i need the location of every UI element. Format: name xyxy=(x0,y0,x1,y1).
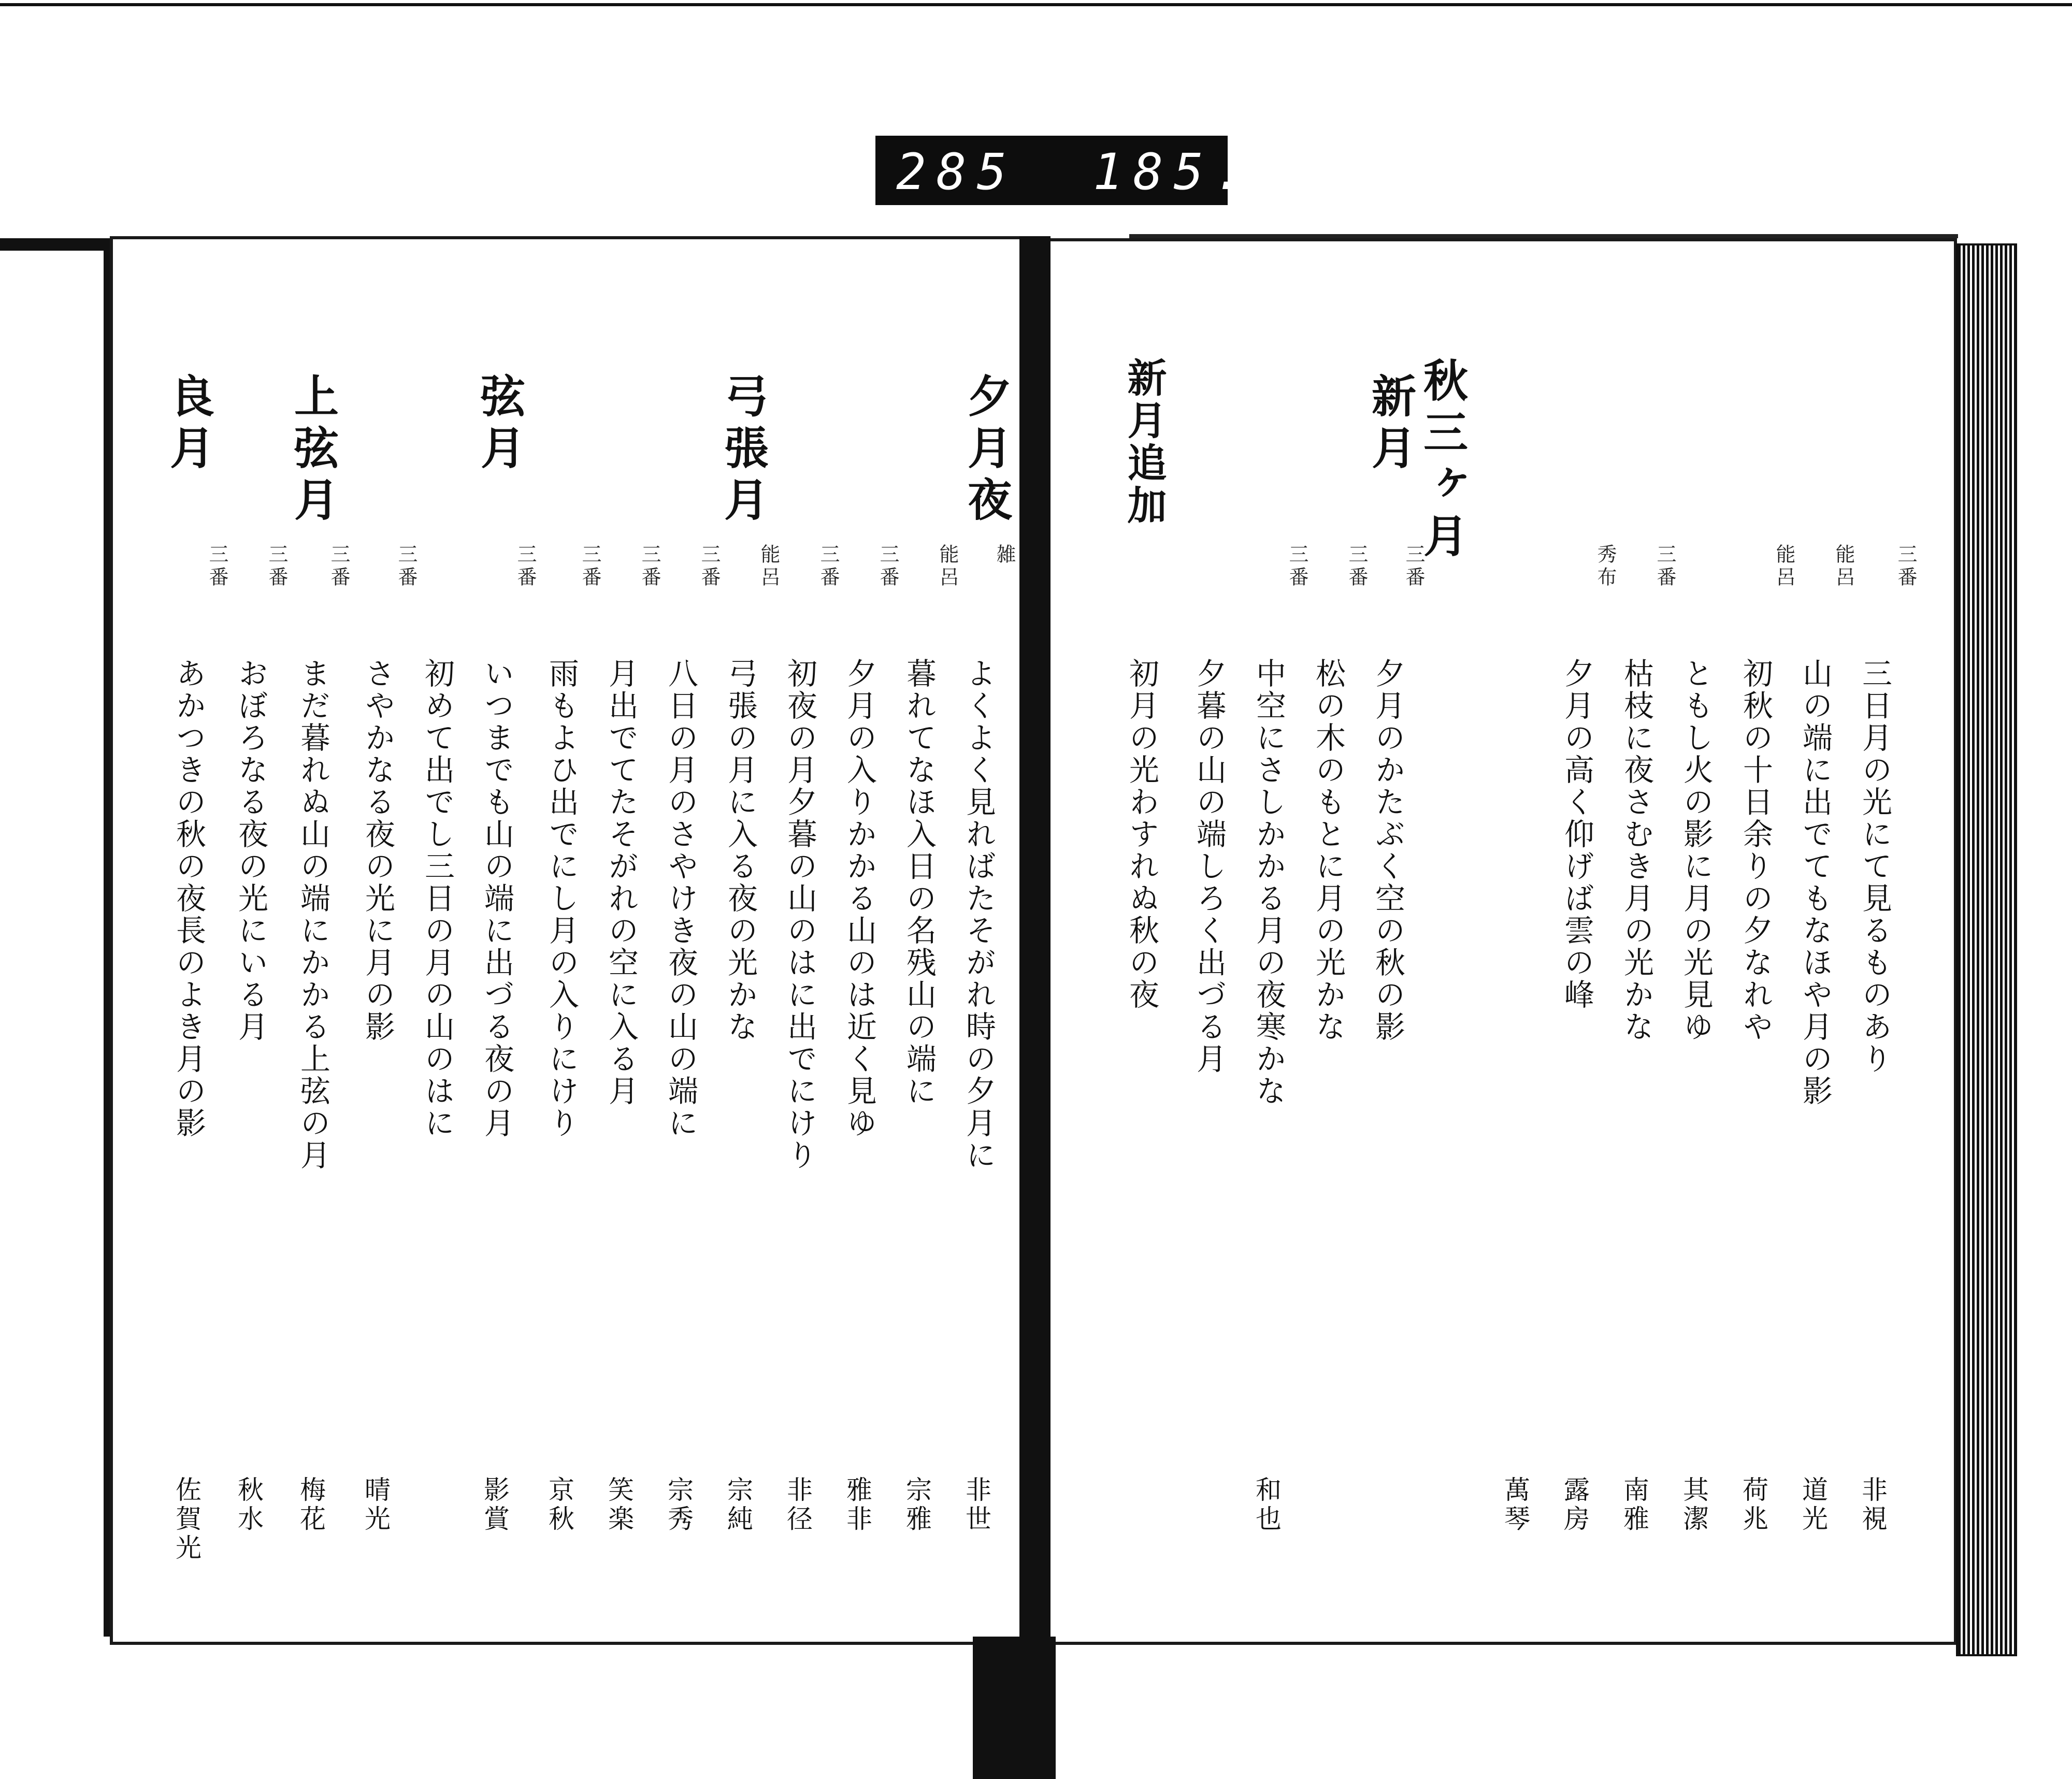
verse: 暮れてなほ入日の名残山の端に xyxy=(901,658,937,1107)
verse: いつまでも山の端に出づる夜の月 xyxy=(479,658,514,1139)
verse-author: 晴光 xyxy=(361,1476,391,1534)
verse: 山の端に出でてもなほや月の影 xyxy=(1797,658,1833,1107)
verse: 雨もよひ出でにし月の入りにけり xyxy=(544,658,579,1139)
verse-note: 三番 xyxy=(265,544,288,589)
verse: 初月の光わすれぬ秋の夜 xyxy=(1124,658,1159,1011)
verse-note: 三番 xyxy=(395,544,418,589)
heading-ryogetsu: 良月 xyxy=(162,373,214,476)
verse-author: 非世 xyxy=(961,1476,991,1534)
verse-note: 三番 xyxy=(698,544,721,589)
verse-author: 影賞 xyxy=(480,1476,510,1534)
verse-note: 三番 xyxy=(327,544,350,589)
verse-author: 荷兆 xyxy=(1738,1476,1768,1534)
frame-number-left: 285 xyxy=(896,143,1017,201)
verse-note: 能呂 xyxy=(757,544,780,589)
verse: 月出でてたそがれの空に入る月 xyxy=(603,658,639,1107)
verse: 夕月の入りかかる山のは近く見ゆ xyxy=(842,658,877,1139)
heading-gengetsu: 弦月 xyxy=(473,373,525,476)
verse: 初秋の十日余りの夕なれや xyxy=(1738,658,1773,1043)
verse: ともし火の影に月の光見ゆ xyxy=(1678,658,1714,1043)
verse-note: 能呂 xyxy=(1832,544,1855,589)
heading-shingetsu-2: 新月追加 xyxy=(1121,357,1167,527)
heading-shingetsu: 新月 xyxy=(1364,373,1416,476)
section-title: 秋三ヶ月 xyxy=(1416,357,1468,565)
verse-author: 非視 xyxy=(1858,1476,1888,1534)
heading-yumihari: 弓張月 xyxy=(716,373,769,528)
book-gutter-base xyxy=(973,1637,1056,1779)
verse: 夕暮の山の端しろく出づる月 xyxy=(1191,658,1227,1075)
page-edges-stack xyxy=(1956,243,2017,1656)
verse: さやかなる夜の光に月の影 xyxy=(360,658,395,1043)
verse-note: 三番 xyxy=(514,544,537,589)
verse-author: 雅非 xyxy=(842,1476,872,1534)
verse-note: 三番 xyxy=(579,544,601,589)
verse-author: 京秋 xyxy=(544,1476,574,1534)
verse-author: 笑楽 xyxy=(604,1476,634,1534)
verse-author: 宗純 xyxy=(723,1476,753,1534)
verse-note: 三番 xyxy=(1402,544,1425,589)
verse-note: 能呂 xyxy=(936,544,959,589)
verse-note: 能呂 xyxy=(1773,544,1795,589)
verse-note: 三番 xyxy=(206,544,228,589)
verse-author: 道光 xyxy=(1798,1476,1828,1534)
verse: 枯枝に夜さむき月の光かな xyxy=(1619,658,1654,1043)
verse-author: 梅花 xyxy=(296,1476,326,1534)
verse-author: 南雅 xyxy=(1619,1476,1649,1534)
verse-note: 三番 xyxy=(1653,544,1676,589)
verse-note: 三番 xyxy=(1286,544,1308,589)
verse: 八日の月のさやけき夜の山の端に xyxy=(663,658,698,1139)
verse-author: 非径 xyxy=(783,1476,813,1534)
verse-note: 三番 xyxy=(638,544,661,589)
verse: 初めて出でし三日の月の山のはに xyxy=(420,658,455,1139)
top-border-rule xyxy=(0,3,2072,6)
verse-author: 佐賀光 xyxy=(171,1476,202,1563)
verse-author: 和也 xyxy=(1251,1476,1282,1534)
verse: 三日月の光にて見るものあり xyxy=(1857,658,1892,1075)
verse-author: 其潔 xyxy=(1679,1476,1709,1534)
verse: 初夜の月夕暮の山のはに出でにけり xyxy=(782,658,817,1171)
verse: あかつきの秋の夜長のよき月の影 xyxy=(171,658,206,1139)
verse-note: 三番 xyxy=(817,544,840,589)
verse: 夕月のかたぶく空の秋の影 xyxy=(1370,658,1405,1043)
verse-author: 秋水 xyxy=(234,1476,264,1534)
verse: 弓張の月に入る夜の光かな xyxy=(723,658,758,1043)
verse-author: 宗雅 xyxy=(902,1476,932,1534)
verse-note: 三番 xyxy=(1894,544,1917,589)
verse: まだ暮れぬ山の端にかかる上弦の月 xyxy=(295,658,330,1171)
frame-number-right: 185. xyxy=(1093,143,1255,201)
verse-note: 三番 xyxy=(1345,544,1368,589)
heading-yuzuki-yo: 夕月夜 xyxy=(960,373,1012,528)
verse: 夕月の高く仰げば雲の峰 xyxy=(1559,658,1594,1011)
verse: おぼろなる夜の光にいる月 xyxy=(233,658,268,1043)
verse-note: 三番 xyxy=(876,544,899,589)
verse-note: 雑 xyxy=(993,544,1016,567)
heading-jogen: 上弦月 xyxy=(286,373,339,528)
verse-note: 秀布 xyxy=(1594,544,1617,589)
verse-author: 露房 xyxy=(1560,1476,1590,1534)
verse: よくよく見ればたそがれ時の夕月に xyxy=(961,658,996,1171)
verse-author: 萬琴 xyxy=(1500,1476,1530,1534)
verse-author: 宗秀 xyxy=(664,1476,694,1534)
verse: 中空にさしかかる月の夜寒かな xyxy=(1251,658,1286,1107)
book-gutter xyxy=(1019,236,1051,1645)
binder-strip-right xyxy=(1129,234,1958,238)
frame-number-label xyxy=(875,136,1255,205)
verse: 松の木のもとに月の光かな xyxy=(1311,658,1346,1043)
